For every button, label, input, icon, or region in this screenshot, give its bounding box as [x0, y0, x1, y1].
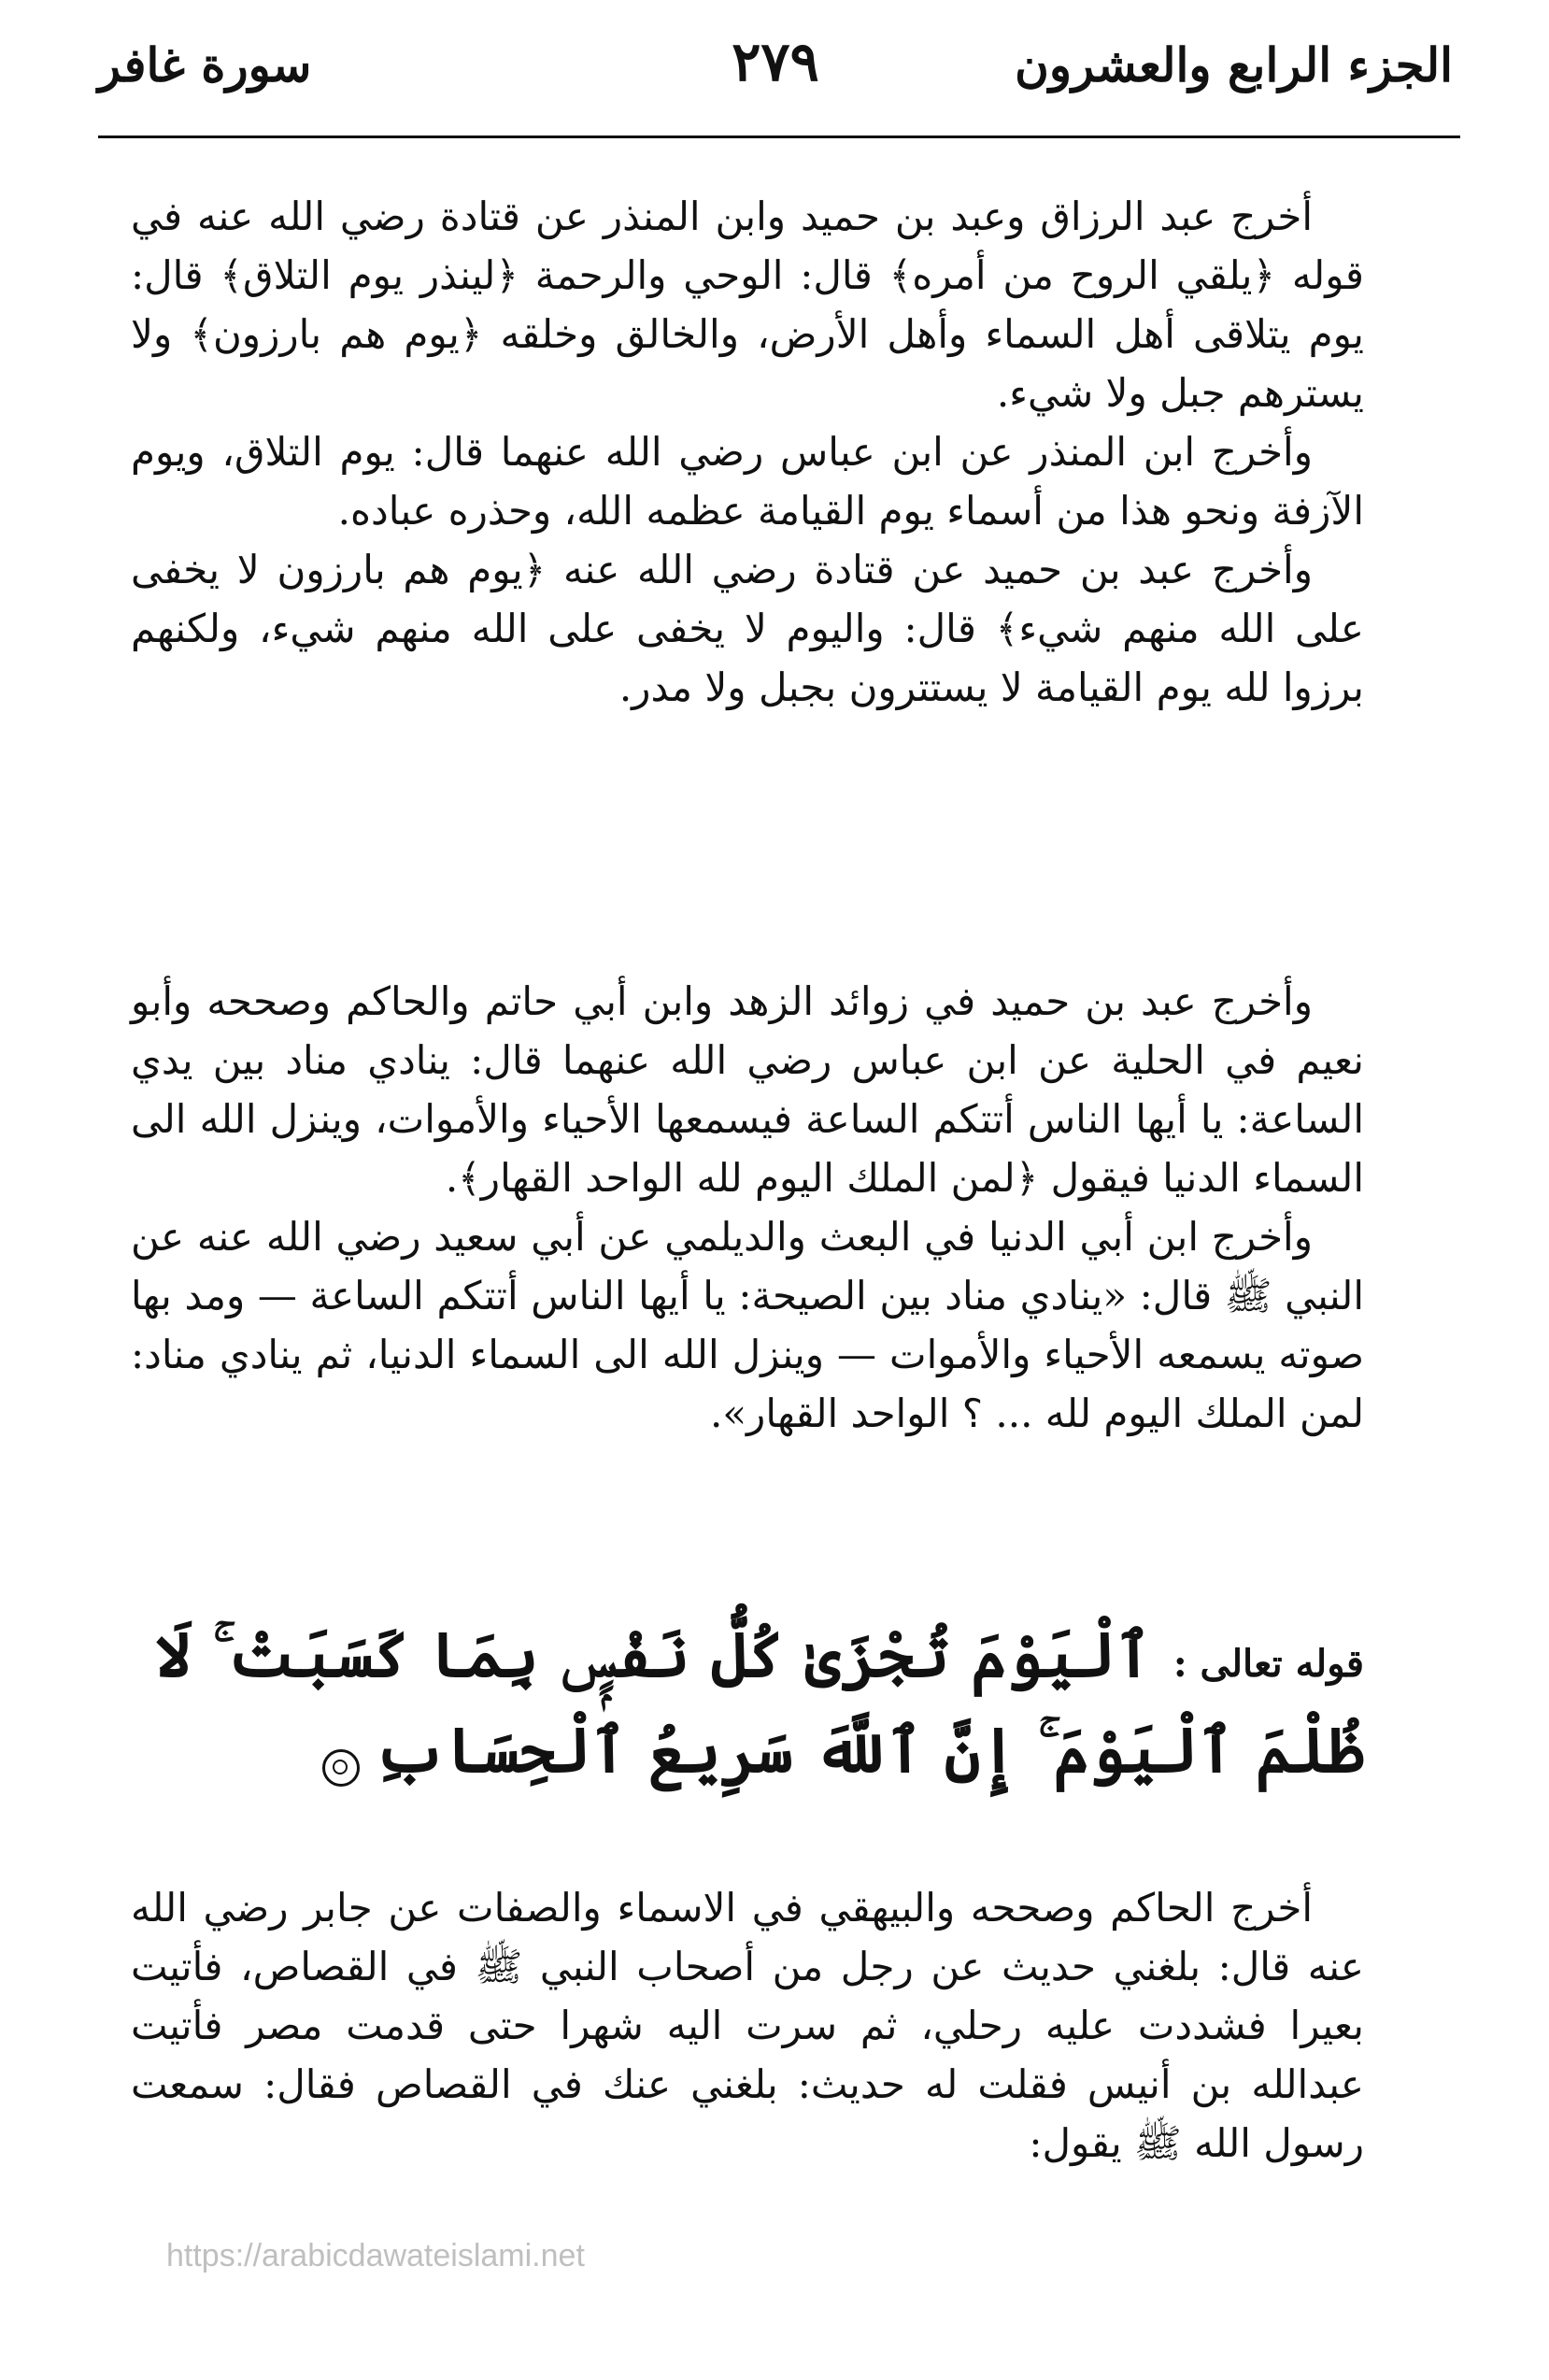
header-rule: [98, 135, 1460, 138]
section-2: [131, 972, 1364, 1443]
watermark-url: https://arabicdawateislami.net: [166, 2238, 585, 2273]
verse-intro-label: قوله تعالى :: [1172, 1642, 1364, 1686]
section-1: [131, 187, 1364, 717]
section-3: [131, 1878, 1364, 2173]
paragraph: وأخرج ابن المنذر عن ابن عباس رضي الله عنهما قال: يوم التلاق، ويوم الآزفة ونحو هذا من أسماء يوم القيامة عظمه الله، وحذره عباده.: [131, 429, 1364, 534]
quran-verse: [131, 1607, 1364, 1799]
verse-text: ٱلْيَوْمَ تُجْزَىٰ كُلُّ نَفْسٍۭ بِمَا كَسَبَتْ ۚ لَا ظُلْمَ ٱلْيَوْمَ ۚ إِنَّ ٱللَّهَ سَرِيعُ ٱلْحِسَابِ: [155, 1618, 1364, 1788]
running-head-part: الجزء الرابع والعشرون: [1015, 37, 1453, 93]
ayah-end-marker-icon: [322, 1749, 360, 1787]
paragraph: أخرج الحاكم وصححه والبيهقي في الاسماء والصفات عن جابر رضي الله عنه قال: بلغني حديث عن رجل من أصحاب النبي ﷺ في القصاص، فأتيت بعيرا فشددت عليه رحلي، ثم سرت اليه شهرا حتى قدمت مصر فأتيت عبدالله بن أنيس فقلت له حديث: بلغني عنك في القصاص فقال: سمعت رسول الله ﷺ يقول:: [131, 1885, 1364, 2166]
page-header: [98, 30, 1453, 112]
page-number: ٢٧٩: [732, 30, 819, 93]
paragraph: أخرج عبد الرزاق وعبد بن حميد وابن المنذر عن قتادة رضي الله عنه في قوله ﴿يلقي الروح من أمره﴾ قال: الوحي والرحمة ﴿لينذر يوم التلاق﴾ قال: يوم يتلاقى أهل السماء وأهل الأرض، والخالق وخلقه ﴿يوم هم بارزون﴾ ولا يسترهم جبل ولا شيء.: [131, 193, 1364, 416]
paragraph: وأخرج عبد بن حميد في زوائد الزهد وابن أبي حاتم والحاكم وصححه وأبو نعيم في الحلية عن ابن عباس رضي الله عنهما قال: ينادي مناد بين يدي الساعة: يا أيها الناس أتتكم الساعة فيسمعها الأحياء والأموات، وينزل الله الى السماء الدنيا فيقول ﴿لمن الملك اليوم لله الواحد القهار﴾.: [131, 978, 1364, 1201]
paragraph: وأخرج ابن أبي الدنيا في البعث والديلمي عن أبي سعيد رضي الله عنه عن النبي ﷺ قال: «ينادي مناد بين الصيحة: يا أيها الناس أتتكم الساعة — ومد بها صوته يسمعه الأحياء والأموات — وينزل الله الى السماء الدنيا، ثم ينادي مناد: لمن الملك اليوم لله ... ؟ الواحد القهار».: [131, 1214, 1364, 1436]
paragraph: وأخرج عبد بن حميد عن قتادة رضي الله عنه ﴿يوم هم بارزون لا يخفى على الله منهم شيء﴾ قال: واليوم لا يخفى على الله منهم شيء، ولكنهم برزوا لله يوم القيامة لا يستترون بجبل ولا مدر.: [131, 547, 1364, 710]
running-head-surah: سورة غافر: [98, 37, 312, 93]
